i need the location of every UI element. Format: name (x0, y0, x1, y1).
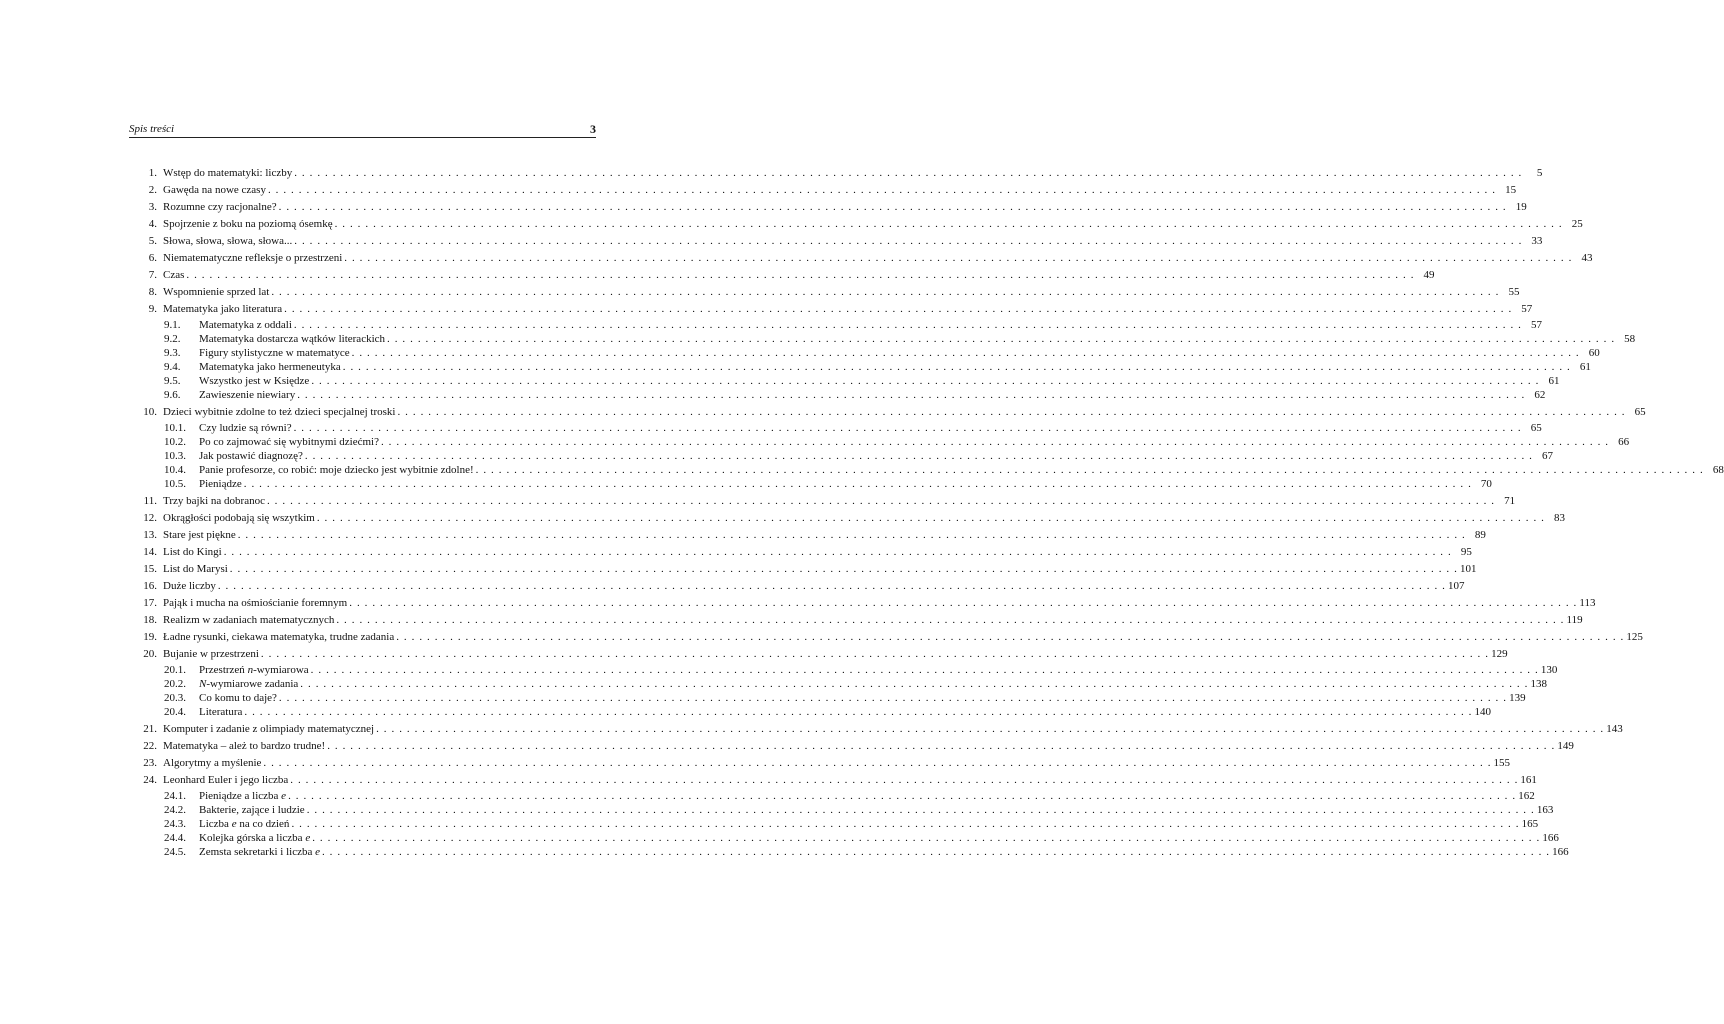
dot-leader: . . . . . . . . . . . . . . . . . . . . . . . . . . . . . . . . . . . . . . . . . . . . . . . . . . . . . . . . . . . . . . . . . . . . . . . . . . . . . . . . . . . . . . . . . . . . . . . . . . . . . . . . . . . . . . . . . . . . . . . . . . . . . . . . . . . . . . . . . . . . . . . . . . . . . . . . . . . . . . . . (316, 512, 1546, 524)
toc-entry-title: Wspomnienie sprzed lat (163, 286, 270, 298)
toc-entry (129, 404, 1646, 420)
toc-entry-body (163, 284, 1520, 300)
toc-chapter-number: 6. (148, 252, 157, 264)
toc-chapter-number: 11. (143, 495, 157, 507)
toc-page-number: 149 (1557, 740, 1574, 752)
toc-page-number: 57 (1531, 319, 1543, 331)
toc-section-number: 24.2. (164, 804, 186, 816)
toc-entry (129, 250, 1593, 266)
toc-entry-body (163, 612, 1583, 628)
toc-entry-body (164, 387, 1546, 403)
toc-chapter-number: 10. (143, 406, 157, 418)
toc-entry (129, 182, 1517, 198)
toc-entry-title: Przestrzeń n-wymiarowa (199, 664, 309, 676)
table-of-contents (129, 0, 1724, 1024)
toc-page-number: 60 (1588, 347, 1600, 359)
toc-page-number: 71 (1504, 495, 1516, 507)
toc-chapter-number: 12. (143, 512, 157, 524)
toc-page-number: 33 (1531, 235, 1543, 247)
toc-entry-body (163, 629, 1643, 645)
dot-leader: . . . . . . . . . . . . . . . . . . . . . . . . . . . . . . . . . . . . . . . . . . . . . . . . . . . . . . . . . . . . . . . . . . . . . . . . . . . . . . . . . . . . . . . . . . . . . . . . . . . . . . . . . . . . . . . . . . . . . . . . . . . . . . . . . . . . . . . . . . . . . . . . . . . . . . . . . . . . . . . . (300, 678, 1529, 690)
toc-page-number: 143 (1606, 723, 1623, 735)
toc-chapter-number: 20. (143, 648, 157, 660)
toc-page-number: 166 (1552, 846, 1569, 858)
toc-page-number: 49 (1423, 269, 1435, 281)
toc-section-number: 9.6. (164, 389, 181, 401)
toc-entry-title: Czas (163, 269, 185, 281)
dot-leader: . . . . . . . . . . . . . . . . . . . . . . . . . . . . . . . . . . . . . . . . . . . . . . . . . . . . . . . . . . . . . . . . . . . . . . . . . . . . . . . . . . . . . . . . . . . . . . . . . . . . . . . . . . . . . . . . . . . . . . . . . . . . . . . . . . . . . . . . . . . . . . . . . . . . . . . . . . . . . . . . (186, 269, 1415, 281)
toc-entry-title: Czy ludzie są równi? (199, 422, 292, 434)
toc-page-number: 95 (1460, 546, 1472, 558)
toc-entry-body (163, 165, 1543, 181)
dot-leader: . . . . . . . . . . . . . . . . . . . . . . . . . . . . . . . . . . . . . . . . . . . . . . . . . . . . . . . . . . . . . . . . . . . . . . . . . . . . . . . . . . . . . . . . . . . . . . . . . . . . . . . . . . . . . . . . . . . . . . . . . . . . . . . . . . . . . . . . . . . . . . . . . . . . . . . . . . . . . . . . (312, 832, 1541, 844)
toc-chapter-number: 7. (148, 269, 157, 281)
toc-page-number: 66 (1618, 436, 1630, 448)
toc-entry-body (163, 233, 1543, 249)
toc-entry-body (164, 476, 1492, 492)
toc-chapter-number: 15. (143, 563, 157, 575)
toc-entry-body (163, 544, 1472, 560)
toc-entry-body (164, 844, 1569, 860)
toc-page-number: 67 (1542, 450, 1554, 462)
toc-entry-title: List do Kingi (163, 546, 222, 558)
toc-section-number: 24.3. (164, 818, 186, 830)
toc-page-number: 163 (1536, 804, 1554, 816)
toc-chapter-number: 1. (148, 167, 157, 179)
toc-entry (129, 199, 1527, 215)
toc-entry (129, 267, 1435, 283)
toc-entry (129, 233, 1543, 249)
toc-page-number: 101 (1459, 563, 1477, 575)
toc-entry-body (164, 704, 1492, 720)
dot-leader: . . . . . . . . . . . . . . . . . . . . . . . . . . . . . . . . . . . . . . . . . . . . . . . . . . . . . . . . . . . . . . . . . . . . . . . . . . . . . . . . . . . . . . . . . . . . . . . . . . . . . . . . . . . . . . . . . . . . . . . . . . . . . . . . . . . . . . . . . . . . . . . . . . . . . . . . . . . . . . . . (334, 218, 1563, 230)
toc-entry-body (163, 755, 1511, 771)
toc-entry-title: Figury stylistyczne w matematyce (199, 347, 350, 359)
toc-entry-body (163, 404, 1646, 420)
dot-leader: . . . . . . . . . . . . . . . . . . . . . . . . . . . . . . . . . . . . . . . . . . . . . . . . . . . . . . . . . . . . . . . . . . . . . . . . . . . . . . . . . . . . . . . . . . . . . . . . . . . . . . . . . . . . . . . . . . . . . . . . . . . . . . . . . . . . . . . . . . . . . . . . . . . . . . . . . . . . . . . . (223, 546, 1452, 558)
dot-leader: . . . . . . . . . . . . . . . . . . . . . . . . . . . . . . . . . . . . . . . . . . . . . . . . . . . . . . . . . . . . . . . . . . . . . . . . . . . . . . . . . . . . . . . . . . . . . . . . . . . . . . . . . . . . . . . . . . . . . . . . . . . . . . . . . . . . . . . . . . . . . . . . . . . . . . . . . . . . . . . . (266, 495, 1496, 507)
toc-entry-title: Słowa, słowa, słowa, słowa... (163, 235, 293, 247)
dot-leader: . . . . . . . . . . . . . . . . . . . . . . . . . . . . . . . . . . . . . . . . . . . . . . . . . . . . . . . . . . . . . . . . . . . . . . . . . . . . . . . . . . . . . . . . . . . . . . . . . . . . . . . . . . . . . . . . . . . . . . . . . . . . . . . . . . . . . . . . . . . . . . . . . . . . . . . . . . . . . . . . (397, 406, 1626, 418)
dot-leader: . . . . . . . . . . . . . . . . . . . . . . . . . . . . . . . . . . . . . . . . . . . . . . . . . . . . . . . . . . . . . . . . . . . . . . . . . . . . . . . . . . . . . . . . . . . . . . . . . . . . . . . . . . . . . . . . . . . . . . . . . . . . . . . . . . . . . . . . . . . . . . . . . . . . . . . . . . . . . . . . (278, 201, 1507, 213)
toc-entry (129, 595, 1596, 611)
dot-leader: . . . . . . . . . . . . . . . . . . . . . . . . . . . . . . . . . . . . . . . . . . . . . . . . . . . . . . . . . . . . . . . . . . . . . . . . . . . . . . . . . . . . . . . . . . . . . . . . . . . . . . . . . . . . . . . . . . . . . . . . . . . . . . . . . . . . . . . . . . . . . . . . . . . . . . . . . . . . . . . . (311, 375, 1540, 387)
dot-leader: . . . . . . . . . . . . . . . . . . . . . . . . . . . . . . . . . . . . . . . . . . . . . . . . . . . . . . . . . . . . . . . . . . . . . . . . . . . . . . . . . . . . . . . . . . . . . . . . . . . . . . . . . . . . . . . . . . . . . . . . . . . . . . . . . . . . . . . . . . . . . . . . . . . . . . . . . . . . . . . . (293, 422, 1522, 434)
toc-page-number: 65 (1634, 406, 1646, 418)
toc-page-number: 25 (1571, 218, 1583, 230)
toc-section-number: 20.1. (164, 664, 186, 676)
toc-entry-title: Niematematyczne refleksje o przestrzeni (163, 252, 343, 264)
toc-entry-title: Po co zajmować się wybitnymi dziećmi? (199, 436, 379, 448)
toc-section-number: 9.1. (164, 319, 181, 331)
toc-entry-title: Algorytmy a myślenie (163, 757, 262, 769)
toc-entry-body (163, 216, 1583, 232)
toc-entry-title: Bujanie w przestrzeni (163, 648, 259, 660)
toc-entry-body (163, 301, 1533, 317)
toc-entry-title: Leonhard Euler i jego liczba (163, 774, 289, 786)
dot-leader: . . . . . . . . . . . . . . . . . . . . . . . . . . . . . . . . . . . . . . . . . . . . . . . . . . . . . . . . . . . . . . . . . . . . . . . . . . . . . . . . . . . . . . . . . . . . . . . . . . . . . . . . . . . . . . . . . . . . . . . . . . . . . . . . . . . . . . . . . . . . . . . . . . . . . . . . . . . . . . . . (229, 563, 1458, 575)
toc-entry (129, 527, 1486, 543)
toc-entry-title: Matematyka jako literatura (163, 303, 283, 315)
toc-chapter-number: 17. (143, 597, 157, 609)
toc-entry-title: Pieniądze a liczba e (199, 790, 287, 802)
dot-leader: . . . . . . . . . . . . . . . . . . . . . . . . . . . . . . . . . . . . . . . . . . . . . . . . . . . . . . . . . . . . . . . . . . . . . . . . . . . . . . . . . . . . . . . . . . . . . . . . . . . . . . . . . . . . . . . . . . . . . . . . . . . . . . . . . . . . . . . . . . . . . . . . . . . . . . . . . . . . . . . . (475, 464, 1704, 476)
dot-leader: . . . . . . . . . . . . . . . . . . . . . . . . . . . . . . . . . . . . . . . . . . . . . . . . . . . . . . . . . . . . . . . . . . . . . . . . . . . . . . . . . . . . . . . . . . . . . . . . . . . . . . . . . . . . . . . . . . . . . . . . . . . . . . . . . . . . . . . . . . . . . . . . . . . . . . . . . . . . . . . . (376, 723, 1605, 735)
dot-leader: . . . . . . . . . . . . . . . . . . . . . . . . . . . . . . . . . . . . . . . . . . . . . . . . . . . . . . . . . . . . . . . . . . . . . . . . . . . . . . . . . . . . . . . . . . . . . . . . . . . . . . . . . . . . . . . . . . . . . . . . . . . . . . . . . . . . . . . . . . . . . . . . . . . . . . . . . . . . . . . . (294, 167, 1523, 179)
toc-entry-body (163, 772, 1537, 788)
toc-page-number: 107 (1448, 580, 1465, 592)
toc-section-number: 24.4. (164, 832, 186, 844)
toc-entry (129, 544, 1472, 560)
toc-chapter-number: 9. (148, 303, 157, 315)
toc-section-number: 10.3. (164, 450, 186, 462)
toc-entry-title: Panie profesorze, co robić: moje dziecko jest wybitnie zdolne! (199, 464, 474, 476)
toc-page-number: 161 (1520, 774, 1537, 786)
toc-entry-body (163, 250, 1593, 266)
toc-page-number: 83 (1554, 512, 1566, 524)
toc-entry (129, 301, 1533, 317)
toc-page-number: 119 (1566, 614, 1583, 626)
toc-chapter-number: 3. (148, 201, 157, 213)
dot-leader: . . . . . . . . . . . . . . . . . . . . . . . . . . . . . . . . . . . . . . . . . . . . . . . . . . . . . . . . . . . . . . . . . . . . . . . . . . . . . . . . . . . . . . . . . . . . . . . . . . . . . . . . . . . . . . . . . . . . . . . . . . . . . . . . . . . . . . . . . . . . . . . . . . . . . . . . . . . . . . . . (351, 347, 1580, 359)
dot-leader: . . . . . . . . . . . . . . . . . . . . . . . . . . . . . . . . . . . . . . . . . . . . . . . . . . . . . . . . . . . . . . . . . . . . . . . . . . . . . . . . . . . . . . . . . . . . . . . . . . . . . . . . . . . . . . . . . . . . . . . . . . . . . . . . . . . . . . . . . . . . . . . . . . . . . . . . . . . . . . . . (396, 631, 1625, 643)
toc-entry-title: List do Marysi (163, 563, 228, 575)
toc-entry-title: Spojrzenie z boku na poziomą ósemkę (163, 218, 333, 230)
toc-chapter-number: 14. (143, 546, 157, 558)
toc-section-number: 9.5. (164, 375, 181, 387)
toc-page-number: 19 (1515, 201, 1527, 213)
toc-entry-title: Realizm w zadaniach matematycznych (163, 614, 335, 626)
toc-entry-body (163, 561, 1477, 577)
toc-entry-title: Rozumne czy racjonalne? (163, 201, 277, 213)
toc-entry (129, 772, 1537, 788)
toc-page-number: 130 (1540, 664, 1558, 676)
toc-section-number: 9.3. (164, 347, 181, 359)
toc-entry (129, 612, 1583, 628)
toc-page-number: 140 (1474, 706, 1492, 718)
toc-section-number: 20.4. (164, 706, 186, 718)
toc-entry (129, 738, 1574, 754)
toc-chapter-number: 23. (143, 757, 157, 769)
toc-entry-body (163, 738, 1574, 754)
toc-page-number: 139 (1509, 692, 1526, 704)
toc-entry-title: Ładne rysunki, ciekawa matematyka, trudne zadania (163, 631, 395, 643)
toc-entry-body (163, 527, 1486, 543)
toc-chapter-number: 21. (143, 723, 157, 735)
dot-leader: . . . . . . . . . . . . . . . . . . . . . . . . . . . . . . . . . . . . . . . . . . . . . . . . . . . . . . . . . . . . . . . . . . . . . . . . . . . . . . . . . . . . . . . . . . . . . . . . . . . . . . . . . . . . . . . . . . . . . . . . . . . . . . . . . . . . . . . . . . . . . . . . . . . . . . . . . . . . . . . . (342, 361, 1571, 373)
toc-chapter-number: 18. (143, 614, 157, 626)
toc-chapter-number: 22. (143, 740, 157, 752)
toc-page-number: 57 (1521, 303, 1533, 315)
dot-leader: . . . . . . . . . . . . . . . . . . . . . . . . . . . . . . . . . . . . . . . . . . . . . . . . . . . . . . . . . . . . . . . . . . . . . . . . . . . . . . . . . . . . . . . . . . . . . . . . . . . . . . . . . . . . . . . . . . . . . . . . . . . . . . . . . . . . . . . . . . . . . . . . . . . . . . . . . . . . . . . . (306, 804, 1535, 816)
toc-entry-title: Duże liczby (163, 580, 216, 592)
toc-entry (129, 629, 1643, 645)
running-header-page-number: 3 (590, 122, 596, 136)
toc-page-number: 89 (1474, 529, 1486, 541)
toc-page-number: 15 (1505, 184, 1517, 196)
dot-leader: . . . . . . . . . . . . . . . . . . . . . . . . . . . . . . . . . . . . . . . . . . . . . . . . . . . . . . . . . . . . . . . . . . . . . . . . . . . . . . . . . . . . . . . . . . . . . . . . . . . . . . . . . . . . . . . . . . . . . . . . . . . . . . . . . . . . . . . . . . . . . . . . . . . . . . . . . . . . . . . . (290, 774, 1519, 786)
toc-entry-title: Jak postawić diagnozę? (199, 450, 303, 462)
toc-page-number: 125 (1626, 631, 1643, 643)
toc-subentry (129, 844, 1569, 860)
toc-page-number: 65 (1530, 422, 1542, 434)
toc-entry-title: Dzieci wybitnie zdolne to też dzieci specjalnej troski (163, 406, 396, 418)
toc-entry-body (163, 510, 1566, 526)
toc-chapter-number: 24. (143, 774, 157, 786)
dot-leader: . . . . . . . . . . . . . . . . . . . . . . . . . . . . . . . . . . . . . . . . . . . . . . . . . . . . . . . . . . . . . . . . . . . . . . . . . . . . . . . . . . . . . . . . . . . . . . . . . . . . . . . . . . . . . . . . . . . . . . . . . . . . . . . . . . . . . . . . . . . . . . . . . . . . . . . . . . . . . . . . (349, 597, 1578, 609)
toc-entry-body (163, 493, 1516, 509)
toc-page-number: 70 (1480, 478, 1492, 490)
toc-entry-body (163, 595, 1596, 611)
toc-entry-title: Matematyka jako hermeneutyka (199, 361, 341, 373)
toc-section-number: 24.1. (164, 790, 186, 802)
toc-section-number: 10.2. (164, 436, 186, 448)
toc-page-number: 113 (1579, 597, 1596, 609)
toc-entry (129, 216, 1583, 232)
toc-section-number: 10.5. (164, 478, 186, 490)
dot-leader: . . . . . . . . . . . . . . . . . . . . . . . . . . . . . . . . . . . . . . . . . . . . . . . . . . . . . . . . . . . . . . . . . . . . . . . . . . . . . . . . . . . . . . . . . . . . . . . . . . . . . . . . . . . . . . . . . . . . . . . . . . . . . . . . . . . . . . . . . . . . . . . . . . . . . . . . . . . . . . . . (297, 389, 1526, 401)
toc-entry (129, 561, 1477, 577)
toc-entry (129, 755, 1511, 771)
toc-section-number: 9.2. (164, 333, 181, 345)
toc-page-number: 162 (1518, 790, 1535, 802)
toc-entry-title: Stare jest piękne (163, 529, 236, 541)
dot-leader: . . . . . . . . . . . . . . . . . . . . . . . . . . . . . . . . . . . . . . . . . . . . . . . . . . . . . . . . . . . . . . . . . . . . . . . . . . . . . . . . . . . . . . . . . . . . . . . . . . . . . . . . . . . . . . . . . . . . . . . . . . . . . . . . . . . . . . . . . . . . . . . . . . . . . . . . . . . . . . . . (263, 757, 1492, 769)
toc-page-number: 62 (1534, 389, 1546, 401)
dot-leader: . . . . . . . . . . . . . . . . . . . . . . . . . . . . . . . . . . . . . . . . . . . . . . . . . . . . . . . . . . . . . . . . . . . . . . . . . . . . . . . . . . . . . . . . . . . . . . . . . . . . . . . . . . . . . . . . . . . . . . . . . . . . . . . . . . . . . . . . . . . . . . . . . . . . . . . . . . . . . . . . (304, 450, 1534, 462)
dot-leader: . . . . . . . . . . . . . . . . . . . . . . . . . . . . . . . . . . . . . . . . . . . . . . . . . . . . . . . . . . . . . . . . . . . . . . . . . . . . . . . . . . . . . . . . . . . . . . . . . . . . . . . . . . . . . . . . . . . . . . . . . . . . . . . . . . . . . . . . . . . . . . . . . . . . . . . . . . . . . . . . (380, 436, 1610, 448)
dot-leader: . . . . . . . . . . . . . . . . . . . . . . . . . . . . . . . . . . . . . . . . . . . . . . . . . . . . . . . . . . . . . . . . . . . . . . . . . . . . . . . . . . . . . . . . . . . . . . . . . . . . . . . . . . . . . . . . . . . . . . . . . . . . . . . . . . . . . . . . . . . . . . . . . . . . . . . . . . . . . . . . (244, 706, 1473, 718)
dot-leader: . . . . . . . . . . . . . . . . . . . . . . . . . . . . . . . . . . . . . . . . . . . . . . . . . . . . . . . . . . . . . . . . . . . . . . . . . . . . . . . . . . . . . . . . . . . . . . . . . . . . . . . . . . . . . . . . . . . . . . . . . . . . . . . . . . . . . . . . . . . . . . . . . . . . . . . . . . . . . . . . (284, 303, 1513, 315)
toc-entry-title: Matematyka – ależ to bardzo trudne! (163, 740, 326, 752)
toc-entry (129, 578, 1465, 594)
toc-entry-title: Pająk i mucha na ośmiościanie foremnym (163, 597, 348, 609)
dot-leader: . . . . . . . . . . . . . . . . . . . . . . . . . . . . . . . . . . . . . . . . . . . . . . . . . . . . . . . . . . . . . . . . . . . . . . . . . . . . . . . . . . . . . . . . . . . . . . . . . . . . . . . . . . . . . . . . . . . . . . . . . . . . . . . . . . . . . . . . . . . . . . . . . . . . . . . . . . . . . . . . (278, 692, 1508, 704)
toc-page-number: 61 (1579, 361, 1591, 373)
dot-leader: . . . . . . . . . . . . . . . . . . . . . . . . . . . . . . . . . . . . . . . . . . . . . . . . . . . . . . . . . . . . . . . . . . . . . . . . . . . . . . . . . . . . . . . . . . . . . . . . . . . . . . . . . . . . . . . . . . . . . . . . . . . . . . . . . . . . . . . . . . . . . . . . . . . . . . . . . . . . . . . . (327, 740, 1556, 752)
toc-section-number: 20.2. (164, 678, 186, 690)
toc-page-number: 61 (1548, 375, 1560, 387)
toc-section-number: 10.1. (164, 422, 186, 434)
toc-section-number: 24.5. (164, 846, 186, 858)
toc-subentry (129, 476, 1492, 492)
dot-leader: . . . . . . . . . . . . . . . . . . . . . . . . . . . . . . . . . . . . . . . . . . . . . . . . . . . . . . . . . . . . . . . . . . . . . . . . . . . . . . . . . . . . . . . . . . . . . . . . . . . . . . . . . . . . . . . . . . . . . . . . . . . . . . . . . . . . . . . . . . . . . . . . . . . . . . . . . . . . . . . . (294, 235, 1523, 247)
toc-entry-title: Liczba e na co dzień (199, 818, 290, 830)
running-header-title: Spis treści (129, 123, 175, 135)
toc-section-number: 10.4. (164, 464, 186, 476)
toc-section-number: 9.4. (164, 361, 181, 373)
dot-leader: . . . . . . . . . . . . . . . . . . . . . . . . . . . . . . . . . . . . . . . . . . . . . . . . . . . . . . . . . . . . . . . . . . . . . . . . . . . . . . . . . . . . . . . . . . . . . . . . . . . . . . . . . . . . . . . . . . . . . . . . . . . . . . . . . . . . . . . . . . . . . . . . . . . . . . . . . . . . . . . . (237, 529, 1466, 541)
toc-entry-title: Okrągłości podobają się wszytkim (163, 512, 315, 524)
toc-page-number: 58 (1624, 333, 1636, 345)
toc-entry-title: Gawęda na nowe czasy (163, 184, 266, 196)
toc-section-number: 20.3. (164, 692, 186, 704)
toc-chapter-number: 16. (143, 580, 157, 592)
dot-leader: . . . . . . . . . . . . . . . . . . . . . . . . . . . . . . . . . . . . . . . . . . . . . . . . . . . . . . . . . . . . . . . . . . . . . . . . . . . . . . . . . . . . . . . . . . . . . . . . . . . . . . . . . . . . . . . . . . . . . . . . . . . . . . . . . . . . . . . . . . . . . . . . . . . . . . . . . . . . . . . . (336, 614, 1565, 626)
toc-entry-title: Wstęp do matematyki: liczby (163, 167, 293, 179)
dot-leader: . . . . . . . . . . . . . . . . . . . . . . . . . . . . . . . . . . . . . . . . . . . . . . . . . . . . . . . . . . . . . . . . . . . . . . . . . . . . . . . . . . . . . . . . . . . . . . . . . . . . . . . . . . . . . . . . . . . . . . . . . . . . . . . . . . . . . . . . . . . . . . . . . . . . . . . . . . . . . . . . (344, 252, 1573, 264)
toc-entry (129, 721, 1623, 737)
toc-chapter-number: 5. (148, 235, 157, 247)
toc-entry-title: Bakterie, zające i ludzie (199, 804, 305, 816)
toc-entry-title: Literatura (199, 706, 243, 718)
toc-entry (129, 284, 1520, 300)
dot-leader: . . . . . . . . . . . . . . . . . . . . . . . . . . . . . . . . . . . . . . . . . . . . . . . . . . . . . . . . . . . . . . . . . . . . . . . . . . . . . . . . . . . . . . . . . . . . . . . . . . . . . . . . . . . . . . . . . . . . . . . . . . . . . . . . . . . . . . . . . . . . . . . . . . . . . . . . . . . . . . . . (387, 333, 1616, 345)
toc-entry-body (163, 578, 1465, 594)
toc-entry-title: Matematyka dostarcza wątków literackich (199, 333, 386, 345)
toc-page-number: 5 (1536, 167, 1543, 179)
toc-page-number: 55 (1508, 286, 1520, 298)
toc-chapter-number: 2. (148, 184, 157, 196)
toc-entry-title: Wszystko jest w Księdze (199, 375, 310, 387)
toc-entry-body (163, 199, 1527, 215)
toc-chapter-number: 19. (143, 631, 157, 643)
dot-leader: . . . . . . . . . . . . . . . . . . . . . . . . . . . . . . . . . . . . . . . . . . . . . . . . . . . . . . . . . . . . . . . . . . . . . . . . . . . . . . . . . . . . . . . . . . . . . . . . . . . . . . . . . . . . . . . . . . . . . . . . . . . . . . . . . . . . . . . . . . . . . . . . . . . . . . . . . . . . . . . . (260, 648, 1490, 660)
toc-page-number: 166 (1542, 832, 1559, 844)
dot-leader: . . . . . . . . . . . . . . . . . . . . . . . . . . . . . . . . . . . . . . . . . . . . . . . . . . . . . . . . . . . . . . . . . . . . . . . . . . . . . . . . . . . . . . . . . . . . . . . . . . . . . . . . . . . . . . . . . . . . . . . . . . . . . . . . . . . . . . . . . . . . . . . . . . . . . . . . . . . . . . . . (293, 319, 1523, 331)
toc-entry (129, 493, 1516, 509)
toc-entry-body (163, 721, 1623, 737)
toc-entry-body (163, 267, 1435, 283)
dot-leader: . . . . . . . . . . . . . . . . . . . . . . . . . . . . . . . . . . . . . . . . . . . . . . . . . . . . . . . . . . . . . . . . . . . . . . . . . . . . . . . . . . . . . . . . . . . . . . . . . . . . . . . . . . . . . . . . . . . . . . . . . . . . . . . . . . . . . . . . . . . . . . . . . . . . . . . . . . . . . . . . (310, 664, 1539, 676)
toc-entry-body (163, 646, 1508, 662)
dot-leader: . . . . . . . . . . . . . . . . . . . . . . . . . . . . . . . . . . . . . . . . . . . . . . . . . . . . . . . . . . . . . . . . . . . . . . . . . . . . . . . . . . . . . . . . . . . . . . . . . . . . . . . . . . . . . . . . . . . . . . . . . . . . . . . . . . . . . . . . . . . . . . . . . . . . . . . . . . . . . . . . (243, 478, 1472, 490)
dot-leader: . . . . . . . . . . . . . . . . . . . . . . . . . . . . . . . . . . . . . . . . . . . . . . . . . . . . . . . . . . . . . . . . . . . . . . . . . . . . . . . . . . . . . . . . . . . . . . . . . . . . . . . . . . . . . . . . . . . . . . . . . . . . . . . . . . . . . . . . . . . . . . . . . . . . . . . . . . . . . . . . (288, 790, 1517, 802)
toc-subentry (129, 704, 1492, 720)
toc-entry-body (163, 182, 1517, 198)
toc-entry (129, 646, 1508, 662)
toc-page-number: 165 (1521, 818, 1539, 830)
dot-leader: . . . . . . . . . . . . . . . . . . . . . . . . . . . . . . . . . . . . . . . . . . . . . . . . . . . . . . . . . . . . . . . . . . . . . . . . . . . . . . . . . . . . . . . . . . . . . . . . . . . . . . . . . . . . . . . . . . . . . . . . . . . . . . . . . . . . . . . . . . . . . . . . . . . . . . . . . . . . . . . . (321, 846, 1551, 858)
toc-page-number: 68 (1712, 464, 1724, 476)
dot-leader: . . . . . . . . . . . . . . . . . . . . . . . . . . . . . . . . . . . . . . . . . . . . . . . . . . . . . . . . . . . . . . . . . . . . . . . . . . . . . . . . . . . . . . . . . . . . . . . . . . . . . . . . . . . . . . . . . . . . . . . . . . . . . . . . . . . . . . . . . . . . . . . . . . . . . . . . . . . . . . . . (271, 286, 1500, 298)
toc-page-number: 43 (1581, 252, 1593, 264)
toc-entry-title: Pieniądze (199, 478, 242, 490)
toc-entry-title: Komputer i zadanie z olimpiady matematycznej (163, 723, 375, 735)
toc-chapter-number: 8. (148, 286, 157, 298)
toc-page-number: 155 (1493, 757, 1511, 769)
toc-entry (129, 510, 1566, 526)
toc-entry-title: Trzy bajki na dobranoc (163, 495, 265, 507)
toc-entry-title: Zawieszenie niewiary (199, 389, 296, 401)
toc-entry-title: Co komu to daje? (199, 692, 277, 704)
toc-subentry (129, 387, 1546, 403)
toc-entry-title: Matematyka z oddali (199, 319, 292, 331)
toc-entry (129, 165, 1543, 181)
toc-chapter-number: 13. (143, 529, 157, 541)
toc-entry-title: N-wymiarowe zadania (199, 678, 299, 690)
dot-leader: . . . . . . . . . . . . . . . . . . . . . . . . . . . . . . . . . . . . . . . . . . . . . . . . . . . . . . . . . . . . . . . . . . . . . . . . . . . . . . . . . . . . . . . . . . . . . . . . . . . . . . . . . . . . . . . . . . . . . . . . . . . . . . . . . . . . . . . . . . . . . . . . . . . . . . . . . . . . . . . . (217, 580, 1447, 592)
toc-page-number: 129 (1491, 648, 1508, 660)
toc-chapter-number: 4. (148, 218, 157, 230)
toc-page-number: 138 (1530, 678, 1547, 690)
toc-entry-title: Kolejka górska a liczba e (199, 832, 311, 844)
dot-leader: . . . . . . . . . . . . . . . . . . . . . . . . . . . . . . . . . . . . . . . . . . . . . . . . . . . . . . . . . . . . . . . . . . . . . . . . . . . . . . . . . . . . . . . . . . . . . . . . . . . . . . . . . . . . . . . . . . . . . . . . . . . . . . . . . . . . . . . . . . . . . . . . . . . . . . . . . . . . . . . . (291, 818, 1520, 830)
dot-leader: . . . . . . . . . . . . . . . . . . . . . . . . . . . . . . . . . . . . . . . . . . . . . . . . . . . . . . . . . . . . . . . . . . . . . . . . . . . . . . . . . . . . . . . . . . . . . . . . . . . . . . . . . . . . . . . . . . . . . . . . . . . . . . . . . . . . . . . . . . . . . . . . . . . . . . . . . . . . . . . . (267, 184, 1497, 196)
toc-entry-title: Zemsta sekretarki i liczba e (199, 846, 320, 858)
